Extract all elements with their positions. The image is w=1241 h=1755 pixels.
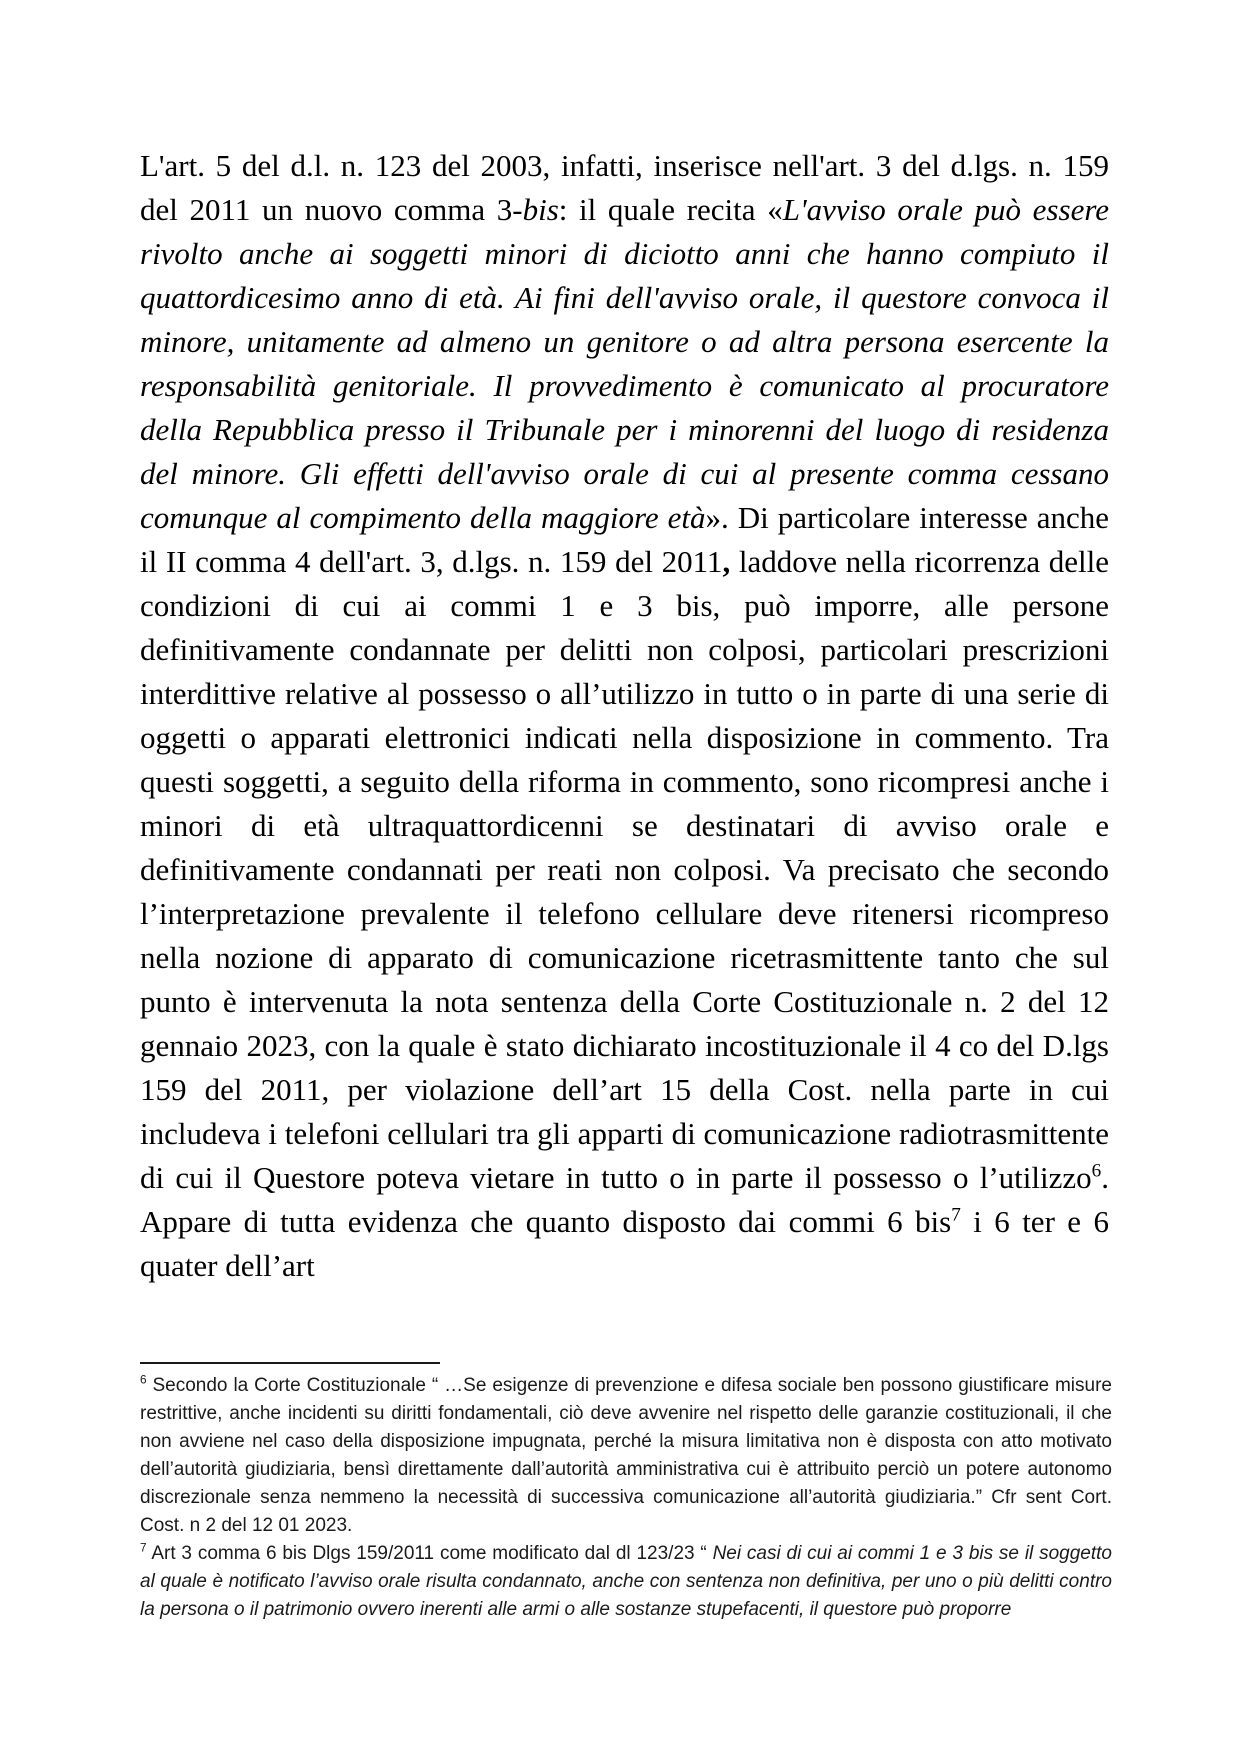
footnotes-section [140, 1372, 1112, 1624]
footnote-marker: 7 [140, 1541, 147, 1555]
footnote-ref-7: 7 [951, 1204, 961, 1226]
text-segment: . Appare di tutta evidenza che quanto disposto dai commi 6 bis [140, 1160, 1109, 1239]
text-segment: bis [522, 192, 559, 227]
text-segment: L'art. 5 del d.l. n. 123 del 2003, infatti, inserisce nell'art. 3 del d.lgs. n. 159 del 2011 un nuovo comma 3- [140, 148, 1109, 227]
text-segment: Nei casi di cui ai commi 1 e 3 bis se il soggetto al quale è notificato l’avviso orale risulta condannato, anche con sentenza non definitiva, per uno o più delitti contro la persona o il patrimonio ovvero inerenti alle armi o alle sostanze stupefacenti, il questore può proporre [140, 1543, 1112, 1620]
footnote-separator [140, 1362, 440, 1364]
text-segment: Art 3 comma 6 bis Dlgs 159/2011 come modificato dal dl 123/23 “ [146, 1543, 713, 1564]
footnote-7 [140, 1540, 1112, 1624]
text-segment: : il quale recita « [558, 192, 783, 227]
footnote-ref-6: 6 [1091, 1160, 1102, 1182]
footnote-marker: 6 [140, 1373, 147, 1387]
text-segment: i 6 ter e 6 quater dell’art [140, 1204, 1109, 1283]
text-segment: Secondo la Corte Costituzionale “ …Se esigenze di prevenzione e difesa sociale ben possono giustificare misure restrittive, anche incidenti su diritti fondamentali, ciò deve avvenire nel rispetto delle garanzie costituzionali, il che non avviene nel caso della disposizione impugnata, perché la misura limitativa non è disposta con atto motivato dell’autorità giudiziaria, bensì direttamente dall’autorità amministrativa cui è attribuito perciò un potere autonomo discrezionale senza nemmeno la necessità di successiva comunicazione all’autorità giudiziaria.” Cfr sent Cort. Cost. n 2 del 12 01 2023. [140, 1375, 1112, 1536]
text-segment: , [722, 544, 731, 579]
body-paragraph [140, 144, 1109, 1288]
text-segment: L'avviso orale può essere rivolto anche ai soggetti minori di diciotto anni che hanno compiuto il quattordicesimo anno di età. Ai fini dell'avviso orale, il questore convoca il minore, unitamente ad almeno un genitore o ad altra persona esercente la responsabilità genitoriale. Il provvedimento è comunicato al procuratore della Repubblica presso il Tribunale per i minorenni del luogo di residenza del minore. Gli effetti dell'avviso orale di cui al presente comma cessano comunque al compimento della maggiore età [140, 192, 1109, 535]
text-segment: ». Di particolare interesse anche il II comma 4 dell'art. 3, d.lgs. n. 159 del 2011 [140, 500, 1109, 579]
text-segment: laddove nella ricorrenza delle condizioni di cui ai commi 1 e 3 bis, può imporre, alle persone definitivamente condannate per delitti non colposi, particolari prescrizioni interdittive relative al possesso o all’utilizzo in tutto o in parte di una serie di oggetti o apparati elettronici indicati nella disposizione in commento. Tra questi soggetti, a seguito della riforma in commento, sono ricompresi anche i minori di età ultraquattordicenni se destinatari di avviso orale e definitivamente condannati per reati non colposi. Va precisato che secondo l’interpretazione prevalente il telefono cellulare deve ritenersi ricompreso nella nozione di apparato di comunicazione ricetrasmittente tanto che sul punto è intervenuta la nota sentenza della Corte Costituzionale n. 2 del 12 gennaio 2023, con la quale è stato dichiarato incostituzionale il 4 co del D.lgs 159 del 2011, per violazione dell’art 15 della Cost. nella parte in cui includeva i telefoni cellulari tra gli apparti di comunicazione radiotrasmittente di cui il Questore poteva vietare in tutto o in parte il possesso o l’utilizzo [140, 544, 1109, 1195]
footnote-6 [140, 1372, 1112, 1540]
